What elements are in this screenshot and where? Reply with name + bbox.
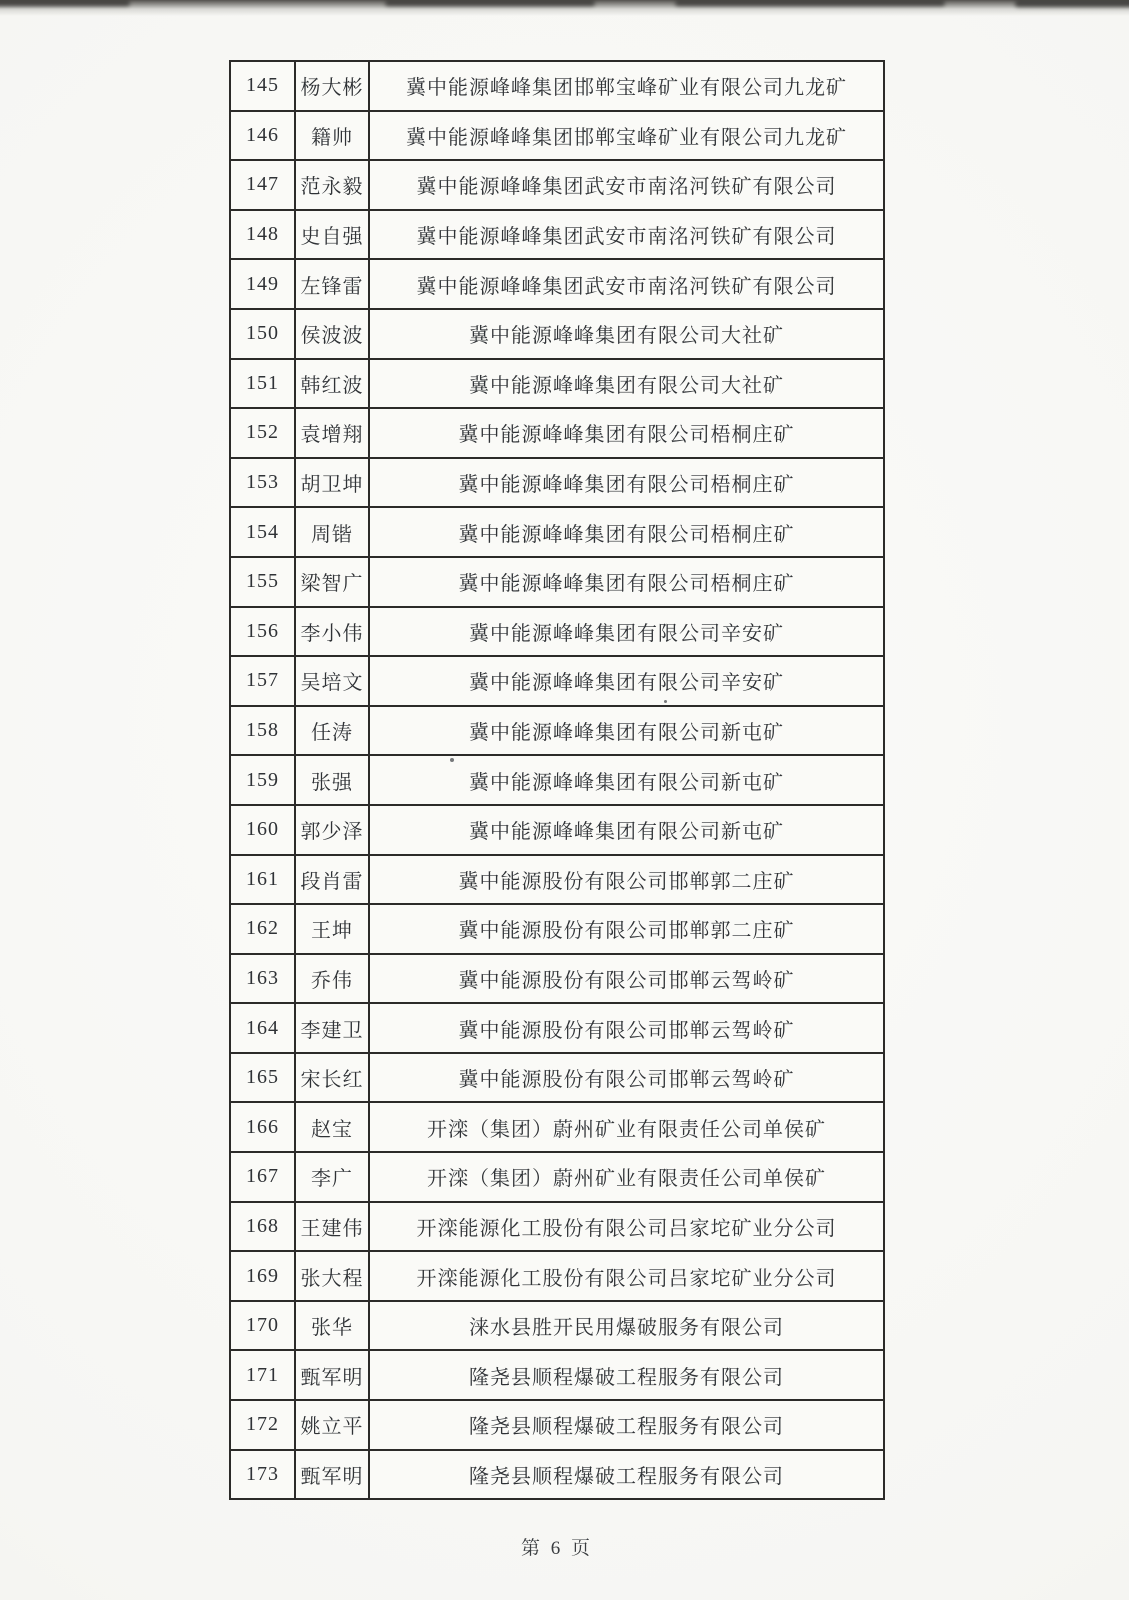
- person-name-cell: 任涛: [295, 706, 369, 756]
- organization-cell: 涞水县胜开民用爆破服务有限公司: [369, 1301, 884, 1351]
- person-name-cell: 周锴: [295, 507, 369, 557]
- row-number-cell: 167: [230, 1152, 295, 1202]
- table-row: [230, 309, 884, 359]
- person-name-cell: 吴培文: [295, 656, 369, 706]
- person-name-cell: 籍帅: [295, 111, 369, 161]
- organization-cell: 冀中能源股份有限公司邯郸云驾岭矿: [369, 1053, 884, 1103]
- scan-speck: [664, 700, 667, 703]
- table-row: [230, 557, 884, 607]
- row-number-cell: 156: [230, 607, 295, 657]
- person-name-cell: 梁智广: [295, 557, 369, 607]
- person-name-cell: 胡卫坤: [295, 458, 369, 508]
- row-number-cell: 168: [230, 1202, 295, 1252]
- table-row: [230, 507, 884, 557]
- row-number-cell: 147: [230, 160, 295, 210]
- organization-cell: 冀中能源峰峰集团有限公司梧桐庄矿: [369, 557, 884, 607]
- row-number-cell: 161: [230, 855, 295, 905]
- roster-table: [229, 60, 885, 1500]
- table-row: [230, 210, 884, 260]
- person-name-cell: 张强: [295, 755, 369, 805]
- person-name-cell: 乔伟: [295, 954, 369, 1004]
- scan-speck: [450, 758, 454, 762]
- row-number-cell: 145: [230, 61, 295, 111]
- organization-cell: 冀中能源峰峰集团有限公司梧桐庄矿: [369, 458, 884, 508]
- organization-cell: 开滦能源化工股份有限公司吕家坨矿业分公司: [369, 1202, 884, 1252]
- table-row: [230, 1450, 884, 1500]
- table-row: [230, 855, 884, 905]
- row-number-cell: 151: [230, 359, 295, 409]
- row-number-cell: 152: [230, 408, 295, 458]
- organization-cell: 冀中能源峰峰集团有限公司辛安矿: [369, 656, 884, 706]
- row-number-cell: 160: [230, 805, 295, 855]
- organization-cell: 冀中能源峰峰集团有限公司新屯矿: [369, 805, 884, 855]
- person-name-cell: 李小伟: [295, 607, 369, 657]
- person-name-cell: 甄军明: [295, 1450, 369, 1500]
- person-name-cell: 宋长红: [295, 1053, 369, 1103]
- person-name-cell: 张大程: [295, 1251, 369, 1301]
- person-name-cell: 甄军明: [295, 1350, 369, 1400]
- organization-cell: 开滦能源化工股份有限公司吕家坨矿业分公司: [369, 1251, 884, 1301]
- person-name-cell: 侯波波: [295, 309, 369, 359]
- row-number-cell: 149: [230, 259, 295, 309]
- scan-smudge: [385, 0, 595, 6]
- organization-cell: 冀中能源峰峰集团邯郸宝峰矿业有限公司九龙矿: [369, 111, 884, 161]
- organization-cell: 冀中能源峰峰集团武安市南洺河铁矿有限公司: [369, 160, 884, 210]
- organization-cell: 冀中能源股份有限公司邯郸郭二庄矿: [369, 904, 884, 954]
- row-number-cell: 155: [230, 557, 295, 607]
- organization-cell: 冀中能源峰峰集团武安市南洺河铁矿有限公司: [369, 259, 884, 309]
- row-number-cell: 169: [230, 1251, 295, 1301]
- row-number-cell: 146: [230, 111, 295, 161]
- organization-cell: 开滦（集团）蔚州矿业有限责任公司单侯矿: [369, 1152, 884, 1202]
- scan-smudge: [0, 0, 130, 6]
- row-number-cell: 159: [230, 755, 295, 805]
- person-name-cell: 王建伟: [295, 1202, 369, 1252]
- row-number-cell: 165: [230, 1053, 295, 1103]
- organization-cell: 隆尧县顺程爆破工程服务有限公司: [369, 1450, 884, 1500]
- row-number-cell: 153: [230, 458, 295, 508]
- organization-cell: 冀中能源峰峰集团有限公司梧桐庄矿: [369, 507, 884, 557]
- table-row: [230, 755, 884, 805]
- person-name-cell: 袁增翔: [295, 408, 369, 458]
- row-number-cell: 170: [230, 1301, 295, 1351]
- organization-cell: 冀中能源峰峰集团有限公司新屯矿: [369, 706, 884, 756]
- table-row: [230, 1053, 884, 1103]
- table-row: [230, 1102, 884, 1152]
- row-number-cell: 166: [230, 1102, 295, 1152]
- person-name-cell: 张华: [295, 1301, 369, 1351]
- organization-cell: 冀中能源峰峰集团有限公司大社矿: [369, 359, 884, 409]
- organization-cell: 冀中能源峰峰集团有限公司大社矿: [369, 309, 884, 359]
- row-number-cell: 172: [230, 1400, 295, 1450]
- scan-smudge: [675, 0, 945, 6]
- table-row: [230, 111, 884, 161]
- table-row: [230, 259, 884, 309]
- organization-cell: 冀中能源股份有限公司邯郸郭二庄矿: [369, 855, 884, 905]
- table-row: [230, 408, 884, 458]
- row-number-cell: 154: [230, 507, 295, 557]
- organization-cell: 冀中能源峰峰集团有限公司梧桐庄矿: [369, 408, 884, 458]
- organization-cell: 冀中能源峰峰集团有限公司辛安矿: [369, 607, 884, 657]
- person-name-cell: 李广: [295, 1152, 369, 1202]
- table-row: [230, 1301, 884, 1351]
- row-number-cell: 157: [230, 656, 295, 706]
- table-body: [230, 61, 884, 1499]
- person-name-cell: 左锋雷: [295, 259, 369, 309]
- table-row: [230, 1350, 884, 1400]
- row-number-cell: 173: [230, 1450, 295, 1500]
- person-name-cell: 赵宝: [295, 1102, 369, 1152]
- table-row: [230, 359, 884, 409]
- table-row: [230, 1251, 884, 1301]
- row-number-cell: 162: [230, 904, 295, 954]
- table-row: [230, 954, 884, 1004]
- person-name-cell: 韩红波: [295, 359, 369, 409]
- organization-cell: 开滦（集团）蔚州矿业有限责任公司单侯矿: [369, 1102, 884, 1152]
- row-number-cell: 148: [230, 210, 295, 260]
- table-row: [230, 1003, 884, 1053]
- table-row: [230, 160, 884, 210]
- table-row: [230, 656, 884, 706]
- row-number-cell: 164: [230, 1003, 295, 1053]
- person-name-cell: 杨大彬: [295, 61, 369, 111]
- row-number-cell: 158: [230, 706, 295, 756]
- table-row: [230, 61, 884, 111]
- person-name-cell: 王坤: [295, 904, 369, 954]
- row-number-cell: 163: [230, 954, 295, 1004]
- organization-cell: 冀中能源峰峰集团有限公司新屯矿: [369, 755, 884, 805]
- table-row: [230, 1152, 884, 1202]
- person-name-cell: 姚立平: [295, 1400, 369, 1450]
- table-row: [230, 1202, 884, 1252]
- table-row: [230, 805, 884, 855]
- table-row: [230, 904, 884, 954]
- table-row: [230, 1400, 884, 1450]
- scan-edge-artifact: [0, 0, 1129, 16]
- organization-cell: 冀中能源峰峰集团武安市南洺河铁矿有限公司: [369, 210, 884, 260]
- organization-cell: 隆尧县顺程爆破工程服务有限公司: [369, 1350, 884, 1400]
- scan-smudge: [1015, 0, 1129, 7]
- table-row: [230, 706, 884, 756]
- page-number: 第 6 页: [520, 1538, 593, 1559]
- row-number-cell: 150: [230, 309, 295, 359]
- organization-cell: 冀中能源股份有限公司邯郸云驾岭矿: [369, 1003, 884, 1053]
- table-row: [230, 607, 884, 657]
- organization-cell: 冀中能源股份有限公司邯郸云驾岭矿: [369, 954, 884, 1004]
- person-name-cell: 李建卫: [295, 1003, 369, 1053]
- person-name-cell: 史自强: [295, 210, 369, 260]
- organization-cell: 冀中能源峰峰集团邯郸宝峰矿业有限公司九龙矿: [369, 61, 884, 111]
- row-number-cell: 171: [230, 1350, 295, 1400]
- organization-cell: 隆尧县顺程爆破工程服务有限公司: [369, 1400, 884, 1450]
- person-name-cell: 郭少泽: [295, 805, 369, 855]
- person-name-cell: 范永毅: [295, 160, 369, 210]
- person-name-cell: 段肖雷: [295, 855, 369, 905]
- table-row: [230, 458, 884, 508]
